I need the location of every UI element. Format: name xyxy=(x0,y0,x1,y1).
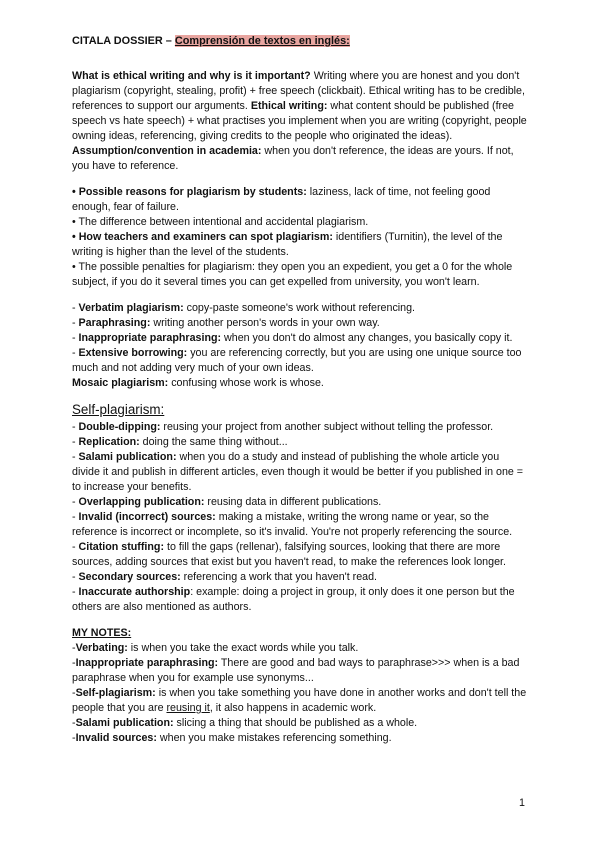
list-item-text: you are referencing correctly, but you are using one unique source too much and not adding very much of your own ideas. xyxy=(72,347,522,374)
note-term: Verbating: xyxy=(75,642,128,654)
page-number: 1 xyxy=(519,797,525,809)
bullet-list xyxy=(72,185,528,290)
list-item-term: Inappropriate paraphrasing: xyxy=(78,332,222,344)
list-item-term: Verbatim plagiarism: xyxy=(78,302,184,314)
list-item-term: Paraphrasing: xyxy=(78,317,151,329)
list-item-term: Replication: xyxy=(78,436,140,448)
list-item-prefix: - xyxy=(72,511,79,523)
list-item-term: Inaccurate authorship xyxy=(78,586,191,598)
intro-question-2: Ethical writing: xyxy=(250,100,328,112)
note-text: There are good and bad ways to paraphrase>>> when is a bad paraphrase when you for example use synonyms... xyxy=(72,657,520,684)
note-item xyxy=(72,716,528,731)
list-item-text: to fill the gaps (rellenar), falsifying sources, looking that there are more sources, adding sources that exist but you haven't read, to make the references look longer. xyxy=(72,541,506,568)
note-text-after: , it also happens in academic work. xyxy=(209,702,377,714)
note-item xyxy=(72,656,528,686)
bullet-item xyxy=(72,185,528,215)
list-item-term: Extensive borrowing: xyxy=(78,347,188,359)
list-item-term: Salami publication: xyxy=(78,451,177,463)
list-item-term: Mosaic plagiarism: xyxy=(72,377,169,389)
list-item-text: : example: doing a project in group, it only does it one person but the others are also mentioned as authors. xyxy=(72,586,515,613)
list-item-text: confusing whose work is whose. xyxy=(168,377,324,389)
list-item-text: making a mistake, writing the wrong name or year, so the reference is incorrect or incomplete, so it's invalid. You're not properly referencing the source. xyxy=(72,511,513,538)
list-item xyxy=(72,346,528,376)
title-prefix: CITALA DOSSIER – xyxy=(72,35,175,47)
list-item xyxy=(72,570,528,585)
list-item-prefix: - xyxy=(72,317,79,329)
list-item xyxy=(72,510,528,540)
note-prefix: - xyxy=(72,642,76,654)
note-item xyxy=(72,686,528,716)
intro-answer-1: Writing where you are honest and you don't plagiarism (copyright, stealing, profit) + free speech (clickbait). Ethical writing has to be credible, references to support our arguments. xyxy=(72,70,525,112)
list-item xyxy=(72,585,528,615)
list-item xyxy=(72,301,528,316)
list-item-prefix: - xyxy=(72,571,79,583)
list-item-prefix: - xyxy=(72,421,79,433)
note-text: when you make mistakes referencing something. xyxy=(156,732,392,744)
note-text: is when you take the exact words while you talk. xyxy=(127,642,359,654)
list-item-prefix: - xyxy=(72,347,79,359)
list-item-text: referencing a work that you haven't read. xyxy=(180,571,378,583)
intro-answer-2: what content should be published (free speech vs hate speech) + what practises you implement when you are writing (copyright, people owning ideas, referencing, giving credits to the people who originated the ideas). xyxy=(72,100,527,142)
bullet-item-text: identifiers (Turnitin), the level of the writing is higher than the level of the students. xyxy=(72,231,503,258)
list-item-text: when you don't do almost any changes, you basically copy it. xyxy=(221,332,513,344)
intro-answer-3: when you don't reference, the ideas are yours. If not, you have to reference. xyxy=(72,145,514,172)
list-item-term: Secondary sources: xyxy=(78,571,181,583)
intro-question-3: Assumption/convention in academia: xyxy=(72,145,262,157)
note-text: slicing a thing that should be published as a whole. xyxy=(173,717,418,729)
bullet-item xyxy=(72,260,528,290)
my-notes-heading: MY NOTES: xyxy=(72,627,132,639)
my-notes-list xyxy=(72,641,528,746)
note-term: Invalid sources: xyxy=(75,732,157,744)
list-item-prefix: - xyxy=(72,332,79,344)
list-item xyxy=(72,540,528,570)
note-item xyxy=(72,641,528,656)
list-item-prefix: - xyxy=(72,451,79,463)
list-item-prefix: - xyxy=(72,436,79,448)
list-item-term: Invalid (incorrect) sources: xyxy=(78,511,216,523)
intro-paragraph xyxy=(72,69,528,174)
note-term: Self-plagiarism: xyxy=(75,687,156,699)
document-title xyxy=(72,34,528,49)
intro-question-1: What is ethical writing and why is it important? xyxy=(72,70,311,82)
list-item-term: Overlapping publication: xyxy=(78,496,205,508)
self-plagiarism-heading: Self-plagiarism: xyxy=(72,402,165,417)
self-plagiarism-list xyxy=(72,420,528,615)
list-item-prefix: - xyxy=(72,302,79,314)
note-prefix: - xyxy=(72,687,76,699)
bullet-item-text: • The possible penalties for plagiarism: they open you an expedient, you get a 0 for the whole subject, if you do it several times you can get expelled from university, you won't learn. xyxy=(72,261,513,288)
list-item xyxy=(72,420,528,435)
list-item-text: when you do a study and instead of publishing the whole article you divide it and publish in different articles, even though it would be better if you published in one = to increase your benefits. xyxy=(72,451,524,493)
list-item xyxy=(72,331,528,346)
list-item xyxy=(72,450,528,495)
bullet-item-text: • The difference between intentional and accidental plagiarism. xyxy=(72,216,369,228)
list-item xyxy=(72,376,528,391)
list-item xyxy=(72,435,528,450)
bullet-item-bold: • Possible reasons for plagiarism by students: xyxy=(72,186,307,198)
note-prefix: - xyxy=(72,657,76,669)
list-item-prefix: - xyxy=(72,541,79,553)
note-prefix: - xyxy=(72,732,76,744)
list-item-prefix: - xyxy=(72,496,79,508)
note-term: Inappropriate paraphrasing: xyxy=(75,657,219,669)
bullet-item-bold: • How teachers and examiners can spot plagiarism: xyxy=(72,231,333,243)
bullet-item-text: laziness, lack of time, not feeling good enough, fear of failure. xyxy=(72,186,491,213)
list-item-prefix: - xyxy=(72,586,79,598)
note-text: is when you take something you have done in another works and don't tell the people that you are xyxy=(72,687,527,714)
list-item-text: copy-paste someone's work without referencing. xyxy=(183,302,416,314)
note-term: Salami publication: xyxy=(75,717,174,729)
list-item-text: doing the same thing without... xyxy=(139,436,288,448)
list-item xyxy=(72,316,528,331)
list-item-text: reusing data in different publications. xyxy=(204,496,382,508)
title-highlight: Comprensión de textos en inglés: xyxy=(174,35,350,47)
list-item-text: writing another person's words in your own way. xyxy=(150,317,380,329)
note-underlined: reusing it xyxy=(166,702,210,714)
bullet-item xyxy=(72,230,528,260)
list-item xyxy=(72,495,528,510)
note-prefix: - xyxy=(72,717,76,729)
document-page xyxy=(72,34,528,746)
note-item xyxy=(72,731,528,746)
plagiarism-types-list xyxy=(72,301,528,391)
bullet-item xyxy=(72,215,528,230)
list-item-term: Citation stuffing: xyxy=(78,541,165,553)
list-item-text: reusing your project from another subject without telling the professor. xyxy=(160,421,494,433)
list-item-term: Double-dipping: xyxy=(78,421,161,433)
